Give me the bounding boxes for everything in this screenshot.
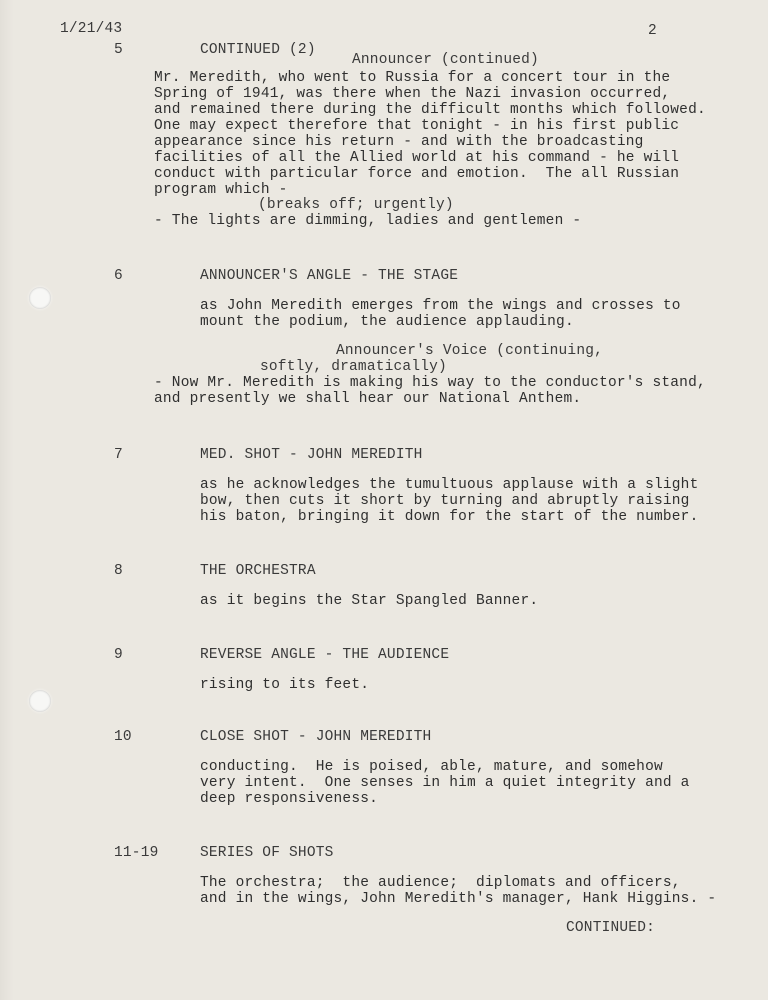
punch-hole-top [29, 287, 51, 309]
parenthetical: (breaks off; urgently) [258, 197, 454, 213]
speaker-name: Announcer's Voice (continuing, [336, 343, 604, 359]
action-line: as it begins the Star Spangled Banner. [200, 593, 539, 609]
scene-number: 11-19 [114, 845, 159, 861]
action-line: very intent. One senses in him a quiet integrity and a [200, 775, 690, 791]
dialogue-line: and remained there during the difficult months which followed. [154, 102, 706, 118]
scene-heading: CLOSE SHOT - JOHN MEREDITH [200, 729, 432, 745]
action-line: as he acknowledges the tumultuous applause with a slight [200, 477, 699, 493]
scene-number: 5 [114, 42, 123, 58]
scene-heading: CONTINUED (2) [200, 42, 316, 58]
dialogue-line: facilities of all the Allied world at his command - he will [154, 150, 680, 166]
page-date: 1/21/43 [60, 21, 123, 37]
dialogue-line: - The lights are dimming, ladies and gentlemen - [154, 213, 582, 229]
dialogue-line: program which - [154, 182, 288, 198]
scene-number: 6 [114, 268, 123, 284]
dialogue-line: conduct with particular force and emotion. The all Russian [154, 166, 680, 182]
dialogue-line: and presently we shall hear our National Anthem. [154, 391, 582, 407]
action-line: his baton, bringing it down for the start of the number. [200, 509, 699, 525]
action-line: as John Meredith emerges from the wings and crosses to [200, 298, 681, 314]
speaker-name: Announcer (continued) [352, 52, 539, 68]
scene-number: 7 [114, 447, 123, 463]
action-line: The orchestra; the audience; diplomats and officers, [200, 875, 681, 891]
action-line: and in the wings, John Meredith's manager, Hank Higgins. - [200, 891, 717, 907]
action-line: rising to its feet. [200, 677, 370, 693]
dialogue-line: Spring of 1941, was there when the Nazi invasion occurred, [154, 86, 671, 102]
scene-heading: REVERSE ANGLE - THE AUDIENCE [200, 647, 450, 663]
scene-heading: MED. SHOT - JOHN MEREDITH [200, 447, 423, 463]
dialogue-line: - Now Mr. Meredith is making his way to the conductor's stand, [154, 375, 706, 391]
punch-hole-bottom [29, 690, 51, 712]
scene-heading: ANNOUNCER'S ANGLE - THE STAGE [200, 268, 459, 284]
continued-marker: CONTINUED: [566, 920, 656, 936]
page-number: 2 [648, 23, 657, 39]
scene-number: 10 [114, 729, 132, 745]
dialogue-line: Mr. Meredith, who went to Russia for a concert tour in the [154, 70, 671, 86]
scene-heading: SERIES OF SHOTS [200, 845, 334, 861]
action-line: mount the podium, the audience applauding. [200, 314, 574, 330]
scene-number: 8 [114, 563, 123, 579]
scene-heading: THE ORCHESTRA [200, 563, 316, 579]
dialogue-line: appearance since his return - and with the broadcasting [154, 134, 644, 150]
action-line: deep responsiveness. [200, 791, 379, 807]
dialogue-line: One may expect therefore that tonight - in his first public [154, 118, 680, 134]
action-line: bow, then cuts it short by turning and abruptly raising [200, 493, 690, 509]
speaker-parenthetical: softly, dramatically) [260, 359, 447, 375]
action-line: conducting. He is poised, able, mature, and somehow [200, 759, 663, 775]
scene-number: 9 [114, 647, 123, 663]
